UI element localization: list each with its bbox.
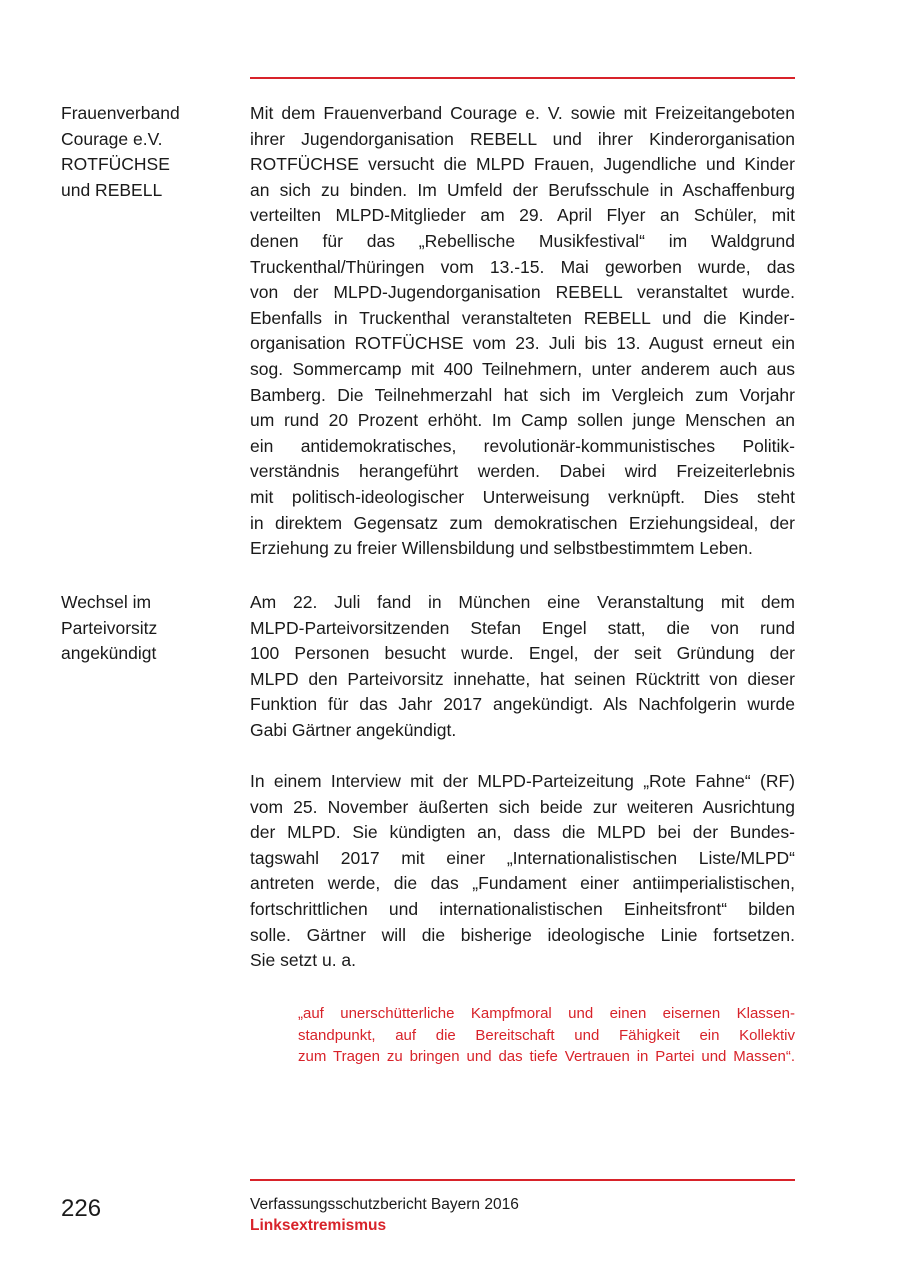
text-line: Mit dem Frauenverband Courage e. V. sowie mit Freizeitangeboten <box>250 103 795 123</box>
text-line: ein antidemokratisches, revolutionär-kommunistisches Politik- <box>250 435 795 456</box>
text-line: 100 Personen besucht wurde. Engel, der seit Gründung der <box>250 643 795 664</box>
text-line: Am 22. Juli fand in München eine Veranstaltung mit dem <box>250 592 795 612</box>
text-line: Ebenfalls in Truckenthal veranstalteten REBELL und die Kinder- <box>250 307 795 328</box>
margin-heading-line: Frauenverband <box>61 103 180 123</box>
text-line: in direktem Gegensatz zum demokratischen Erziehungsideal, der <box>250 512 795 533</box>
text-line: Sie setzt u. a. <box>250 950 357 971</box>
block-quote <box>298 1003 795 1068</box>
text-line: vom 25. November äußerten sich beide zur weiteren Ausrichtung <box>250 796 795 817</box>
text-line: verteilten MLPD-Mitglieder am 29. April Flyer an Schüler, mit <box>250 205 795 226</box>
text-line: solle. Gärtner will die bisherige ideologische Linie fortsetzen. <box>250 924 795 945</box>
margin-heading-parteivorsitz <box>61 590 231 667</box>
text-line: In einem Interview mit der MLPD-Parteizeitung „Rote Fahne“ (RF) <box>250 771 795 791</box>
text-line: ihrer Jugendorganisation REBELL und ihrer Kinderorganisation <box>250 128 795 149</box>
text-line: mit politisch-ideologischer Unterweisung verknüpft. Dies steht <box>250 486 795 507</box>
text-line: Erziehung zu freier Willensbildung und selbstbestimmtem Leben. <box>250 538 753 559</box>
margin-heading-line: Wechsel im <box>61 592 152 612</box>
margin-heading-line: angekündigt <box>61 643 157 664</box>
text-line: sog. Sommercamp mit 400 Teilnehmern, unter anderem auch aus <box>250 358 795 379</box>
text-line: denen für das „Rebellische Musikfestival“ im Waldgrund <box>250 230 795 251</box>
text-line: MLPD den Parteivorsitz innehatte, hat seinen Rücktritt von dieser <box>250 668 795 689</box>
text-line: der MLPD. Sie kündigten an, dass die MLPD bei der Bundes- <box>250 822 795 843</box>
text-line: Gabi Gärtner angekündigt. <box>250 719 457 740</box>
margin-heading-line: Courage e.V. <box>61 128 163 149</box>
margin-heading-line: Parteivorsitz <box>61 617 158 638</box>
text-line: Funktion für das Jahr 2017 angekündigt. Als Nachfolgerin wurde <box>250 694 795 715</box>
text-line: verständnis herangeführt werden. Dabei wird Freizeiterlebnis <box>250 461 795 482</box>
text-line: MLPD-Parteivorsitzenden Stefan Engel statt, die von rund <box>250 617 795 638</box>
text-line: ROTFÜCHSE versucht die MLPD Frauen, Jugendliche und Kinder <box>250 154 795 175</box>
margin-heading-frauenverband <box>61 101 231 203</box>
quote-line: zum Tragen zu bringen und das tiefe Vertrauen in Partei und Massen“. <box>298 1048 795 1065</box>
footer-publication-title: Verfassungsschutzbericht Bayern 2016 <box>250 1196 519 1213</box>
quote-line: standpunkt, auf die Bereitschaft und Fähigkeit ein Kollektiv <box>298 1026 795 1044</box>
header-rule <box>250 77 795 79</box>
paragraph-parteivorsitz <box>250 590 795 744</box>
text-line: antreten werde, die das „Fundament einer antiimperialistischen, <box>250 873 795 894</box>
text-line: um rund 20 Prozent erhöht. Im Camp sollen junge Menschen an <box>250 410 795 431</box>
text-line: an sich zu binden. Im Umfeld der Berufsschule in Aschaffenburg <box>250 179 795 200</box>
paragraph-interview <box>250 769 795 974</box>
footer-section-name: Linksextremismus <box>250 1217 387 1234</box>
text-line: organisation ROTFÜCHSE vom 23. Juli bis 13. August erneut ein <box>250 333 795 354</box>
quote-line: „auf unerschütterliche Kampfmoral und einen eisernen Klassen- <box>298 1005 795 1022</box>
page-number: 226 <box>61 1195 102 1222</box>
text-line: Bamberg. Die Teilnehmerzahl hat sich im Vergleich zum Vorjahr <box>250 384 795 405</box>
text-line: tagswahl 2017 mit einer „Internationalistischen Liste/MLPD“ <box>250 847 795 868</box>
margin-heading-line: ROTFÜCHSE <box>61 154 170 175</box>
text-line: fortschrittlichen und internationalistischen Einheitsfront“ bilden <box>250 898 795 919</box>
margin-heading-line: und REBELL <box>61 179 163 200</box>
text-line: Truckenthal/Thüringen vom 13.-15. Mai geworben wurde, das <box>250 256 795 277</box>
paragraph-frauenverband <box>250 101 795 562</box>
footer-rule <box>250 1179 795 1181</box>
text-line: von der MLPD-Jugendorganisation REBELL veranstaltet wurde. <box>250 282 795 303</box>
